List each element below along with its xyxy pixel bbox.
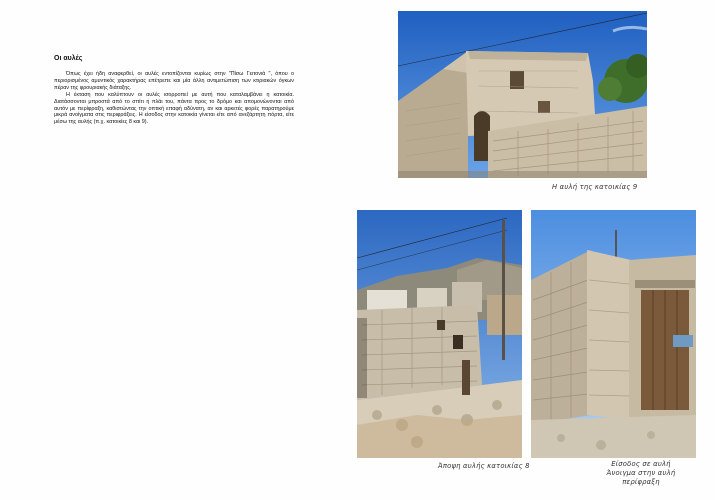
caption-top-photo: Η αυλή της κατοικίας 9: [552, 183, 638, 191]
caption-bottom-left-photo: Άποψη αυλής κατοικίας 8: [438, 462, 530, 470]
caption-line-2: Άνοιγμα στην αυλή: [606, 469, 676, 477]
paragraph-1: Όπως έχει ήδη αναφερθεί, οι αυλές εντοπίζονται κυρίως στην "Πίσω Γειτονιά ", όπου ο περιορισμένος αμυντικός χαρακτήρας επέτρεπε και μία άλλη αντιμετώπιση των κτιριακών όγκων πέραν της φρουριακής διάταξης.: [54, 71, 294, 91]
photo-courtyard-house-8: [357, 210, 522, 458]
caption-line-1: Είσοδος σε αυλή: [611, 460, 671, 468]
section-title: Οι αυλές: [54, 55, 83, 62]
paragraph-2: Η έκταση που καλύπτουν οι αυλές ισορροπεί με αυτή που καταλαμβάνει η κατοικία. Διατάσσονται μπροστά από το σπίτι ή πλάι του, πάντα προς το δρόμο και απομονώνονται από αυτόν με περίφραξη, καθιστώντας την οπτική επαφή αδύνατη, αν και αρκετές φορές παρατηρούμε μικρά ανοίγματα στις περιφράξεις. Η είσοδος στην κατοικία γίνεται είτε από ανεξάρτητη πόρτα, είτε μέσω της αυλής (π.χ. κατοικίες 8 και 9).: [54, 91, 294, 126]
caption-line-3: περίφραξη: [622, 478, 660, 486]
caption-bottom-right-photo: [600, 460, 682, 487]
photo-courtyard-house-9: [398, 11, 647, 178]
photo-courtyard-entrance: [531, 210, 696, 458]
section-body: [54, 71, 294, 126]
